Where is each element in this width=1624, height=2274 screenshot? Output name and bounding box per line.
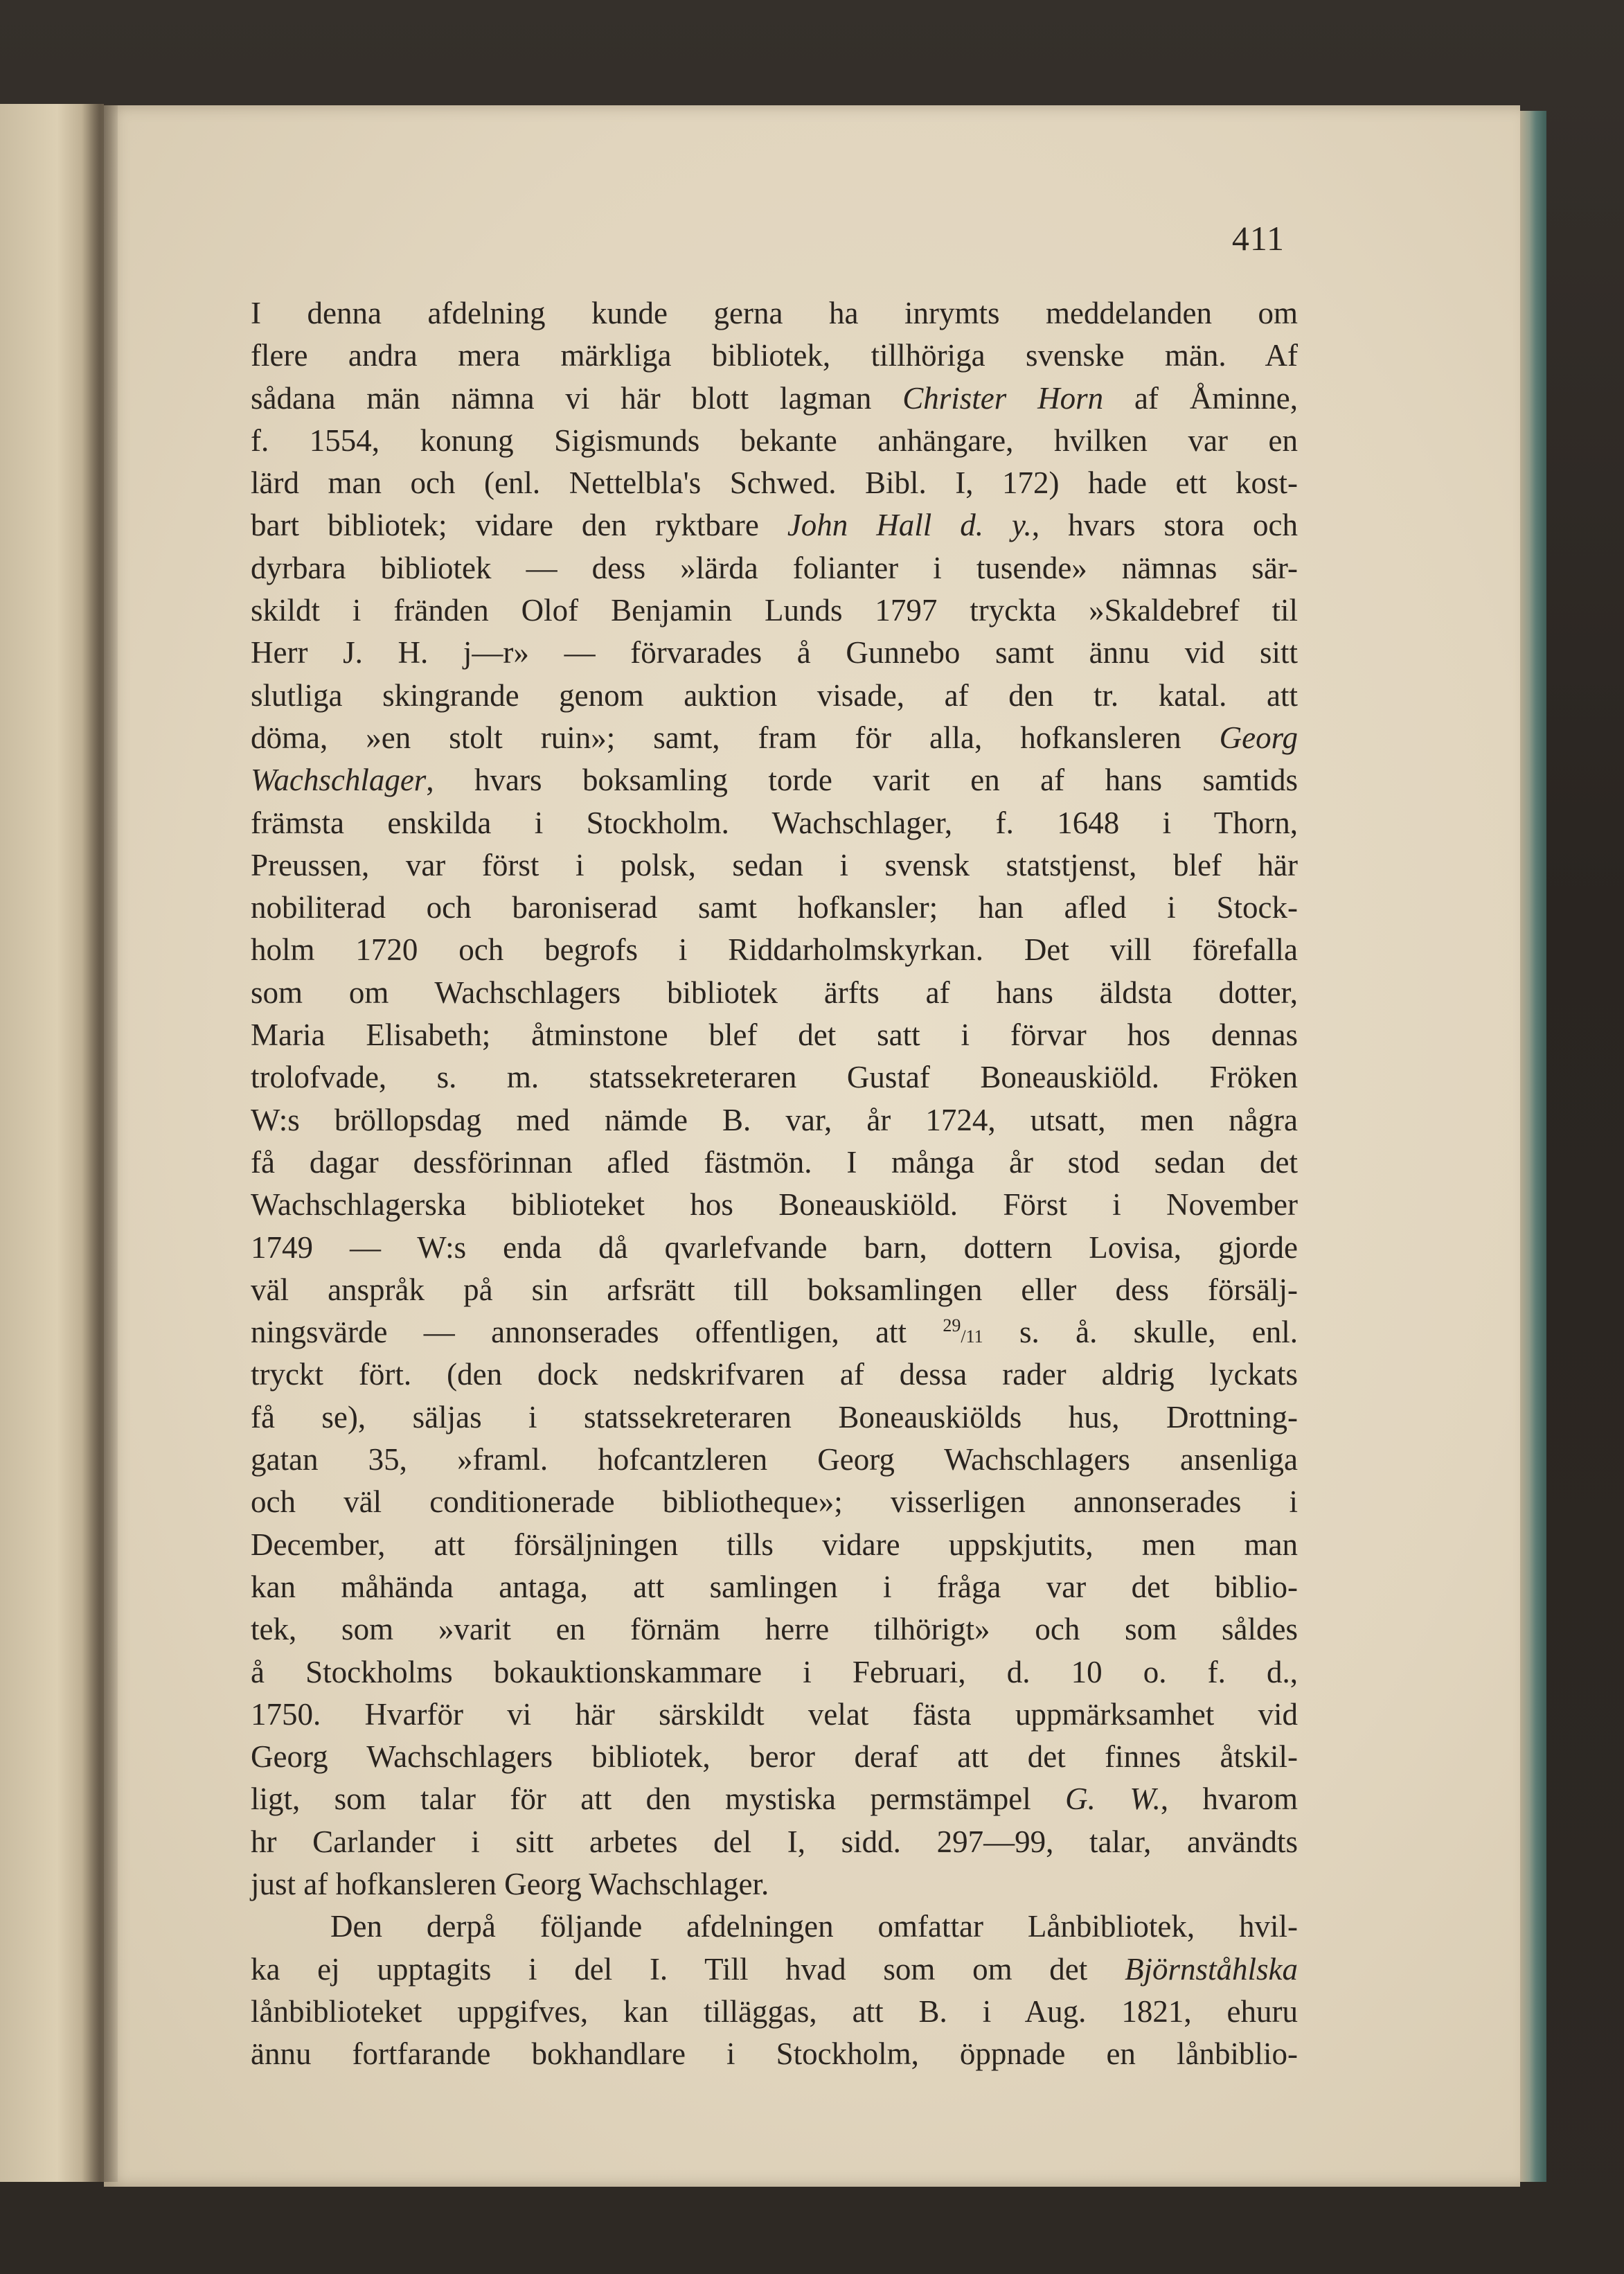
text-run: och väl conditionerade bibliotheque»; visserligen annonserades i (251, 1484, 1298, 1520)
text-run: slutliga skingrande genom auktion visade, af den tr. katal. att (251, 677, 1298, 713)
text-run: af Åminne, (1103, 380, 1298, 416)
text-line (251, 1227, 1298, 1269)
text-line (251, 1821, 1298, 1863)
text-run: holm 1720 och begrofs i Riddarholmskyrkan. Det vill förefalla (251, 932, 1298, 968)
text-run: främsta enskilda i Stockholm. Wachschlager, f. 1648 i Thorn, (251, 805, 1298, 840)
text-run: I denna afdelning kunde gerna ha inrymts meddelanden om (251, 296, 1298, 330)
text-line (251, 1439, 1298, 1481)
text-run: å Stockholms bokauktionskammare i Februari, d. 10 o. f. d., (251, 1654, 1298, 1689)
text-run: Maria Elisabeth; åtminstone blef det satt i förvar hos dennas (251, 1018, 1298, 1053)
text-run: just af hofkansleren Georg Wachschlager. (251, 1866, 769, 1901)
text-run: ningsvärde — annonserades offentligen, att (251, 1315, 943, 1350)
text-run: ännu fortfarande bokhandlare i Stockholm, öppnade en lånbiblio- (251, 2036, 1298, 2072)
text-line (251, 1142, 1298, 1184)
text-line (251, 1056, 1298, 1099)
text-run: hr Carlander i sitt arbetes del I, sidd. 297—99, talar, användts (251, 1824, 1298, 1859)
text-line (251, 1353, 1298, 1396)
text-line (251, 717, 1298, 759)
text-line (251, 972, 1298, 1014)
fraction-denominator: /11 (961, 1326, 983, 1347)
italic-name: Björnståhlska (1124, 1951, 1298, 1987)
text-line (251, 1099, 1298, 1142)
text-run: flere andra mera märkliga bibliotek, tillhöriga svenske män. Af (251, 338, 1298, 373)
cover-edge (1520, 111, 1546, 2182)
text-run: skildt i fränden Olof Benjamin Lunds 1797 tryckta »Skaldebref til (251, 593, 1298, 628)
text-line (251, 1863, 1298, 1906)
text-line (251, 1948, 1298, 1991)
text-run: Georg Wachschlagers bibliotek, beror deraf att det finnes åtskil- (251, 1739, 1298, 1775)
text-run: Den derpå följande afdelningen omfattar Lånbibliotek, hvil- (330, 1909, 1298, 1944)
text-run: , hvars boksamling torde varit en af hans samtids (426, 763, 1298, 798)
text-run: , hvars stora och (1031, 508, 1299, 543)
text-run: bart bibliotek; vidare den ryktbare (251, 508, 787, 543)
text-line (251, 1524, 1298, 1566)
text-line (251, 1906, 1298, 1948)
text-run: s. å. skulle, enl. (983, 1315, 1298, 1350)
page-number: 411 (1231, 219, 1285, 258)
text-line (251, 1184, 1298, 1226)
text-run: ka ej upptagits i del I. Till hvad som om det (251, 1951, 1125, 1987)
text-line (251, 759, 1298, 801)
text-line (251, 632, 1298, 674)
text-line (251, 377, 1298, 420)
text-line (251, 2033, 1298, 2075)
text-line (251, 1778, 1298, 1820)
text-run: som om Wachschlagers bibliotek ärfts af hans äldsta dotter, (251, 975, 1298, 1010)
text-line (251, 420, 1298, 462)
text-line (251, 1608, 1298, 1651)
text-line (251, 1736, 1298, 1778)
text-run: döma, »en stolt ruin»; samt, fram för alla, hofkansleren (251, 720, 1220, 755)
text-line (251, 1311, 1298, 1353)
superscript: 29 (943, 1315, 961, 1336)
text-run: få dagar dessförinnan afled fästmön. I många år stod sedan det (251, 1144, 1298, 1180)
text-line (251, 292, 1298, 335)
text-run: tek, som »varit en förnäm herre tilhörigt» och som såldes (251, 1612, 1298, 1647)
text-run: kan måhända antaga, att samlingen i fråga var det biblio- (251, 1569, 1298, 1604)
italic-name: Georg (1219, 720, 1298, 755)
text-line (251, 675, 1298, 717)
text-line (251, 547, 1298, 589)
text-run: f. 1554, konung Sigismunds bekante anhängare, hvilken var en (251, 423, 1298, 458)
text-line (251, 589, 1298, 632)
text-run: W:s bröllopsdag med nämde B. var, år 1724, utsatt, men några (251, 1102, 1298, 1137)
text-run: dyrbara bibliotek — dess »lärda folianter i tusende» nämnas sär- (251, 550, 1298, 585)
text-run: Preussen, var först i polsk, sedan i svensk statstjenst, blef här (251, 847, 1298, 882)
text-line (251, 1566, 1298, 1608)
text-line (251, 1651, 1298, 1694)
text-run: väl anspråk på sin arfsrätt till boksamlingen eller dess försälj- (251, 1272, 1298, 1307)
text-run: December, att försäljningen tills vidare uppskjutits, men man (251, 1527, 1298, 1562)
text-run: lärd man och (enl. Nettelbla's Schwed. Bibl. I, 172) hade ett kost- (251, 465, 1298, 501)
text-run: ligt, som talar för att den mystiska permstämpel (251, 1782, 1066, 1817)
text-line (251, 504, 1298, 547)
text-run: sådana män nämna vi här blott lagman (251, 380, 903, 416)
text-line (251, 1269, 1298, 1311)
text-run: gatan 35, »framl. hofcantzleren Georg Wachschlagers ansenliga (251, 1442, 1298, 1477)
body-text (251, 292, 1298, 2075)
text-line (251, 462, 1298, 504)
text-run: trolofvade, s. m. statssekreteraren Gustaf Boneauskiöld. Fröken (251, 1060, 1298, 1095)
gutter-shadow (82, 104, 118, 2182)
text-run: få se), säljas i statssekreteraren Boneauskiölds hus, Drottning- (251, 1399, 1298, 1434)
text-line (251, 1694, 1298, 1736)
text-line (251, 929, 1298, 971)
text-run: , hvarom (1160, 1782, 1299, 1817)
text-line (251, 887, 1298, 929)
text-run: Wachschlagerska biblioteket hos Boneauskiöld. Först i November (251, 1187, 1298, 1223)
text-line (251, 802, 1298, 844)
text-run: lånbiblioteket uppgifves, kan tilläggas, att B. i Aug. 1821, ehuru (251, 1993, 1298, 2029)
text-run: nobiliterad och baroniserad samt hofkansler; han afled i Stock- (251, 890, 1298, 925)
text-line (251, 1481, 1298, 1523)
text-run: tryckt fört. (den dock nedskrifvaren af dessa rader aldrig lyckats (251, 1357, 1298, 1392)
text-line (251, 335, 1298, 377)
italic-name: John Hall d. y. (787, 508, 1032, 543)
text-line (251, 1014, 1298, 1056)
text-line (251, 1396, 1298, 1439)
italic-name: Wachschlager (251, 763, 427, 798)
text-run: Herr J. H. j—r» — förvarades å Gunnebo samt ännu vid sitt (251, 635, 1298, 670)
italic-name: G. W. (1065, 1782, 1161, 1817)
text-run: 1749 — W:s enda då qvarlefvande barn, dottern Lovisa, gjorde (251, 1229, 1298, 1265)
italic-name: Christer Horn (902, 380, 1104, 416)
text-line (251, 1991, 1298, 2033)
text-line (251, 844, 1298, 887)
text-run: 1750. Hvarför vi här särskildt velat fästa uppmärksamhet vid (251, 1696, 1298, 1732)
